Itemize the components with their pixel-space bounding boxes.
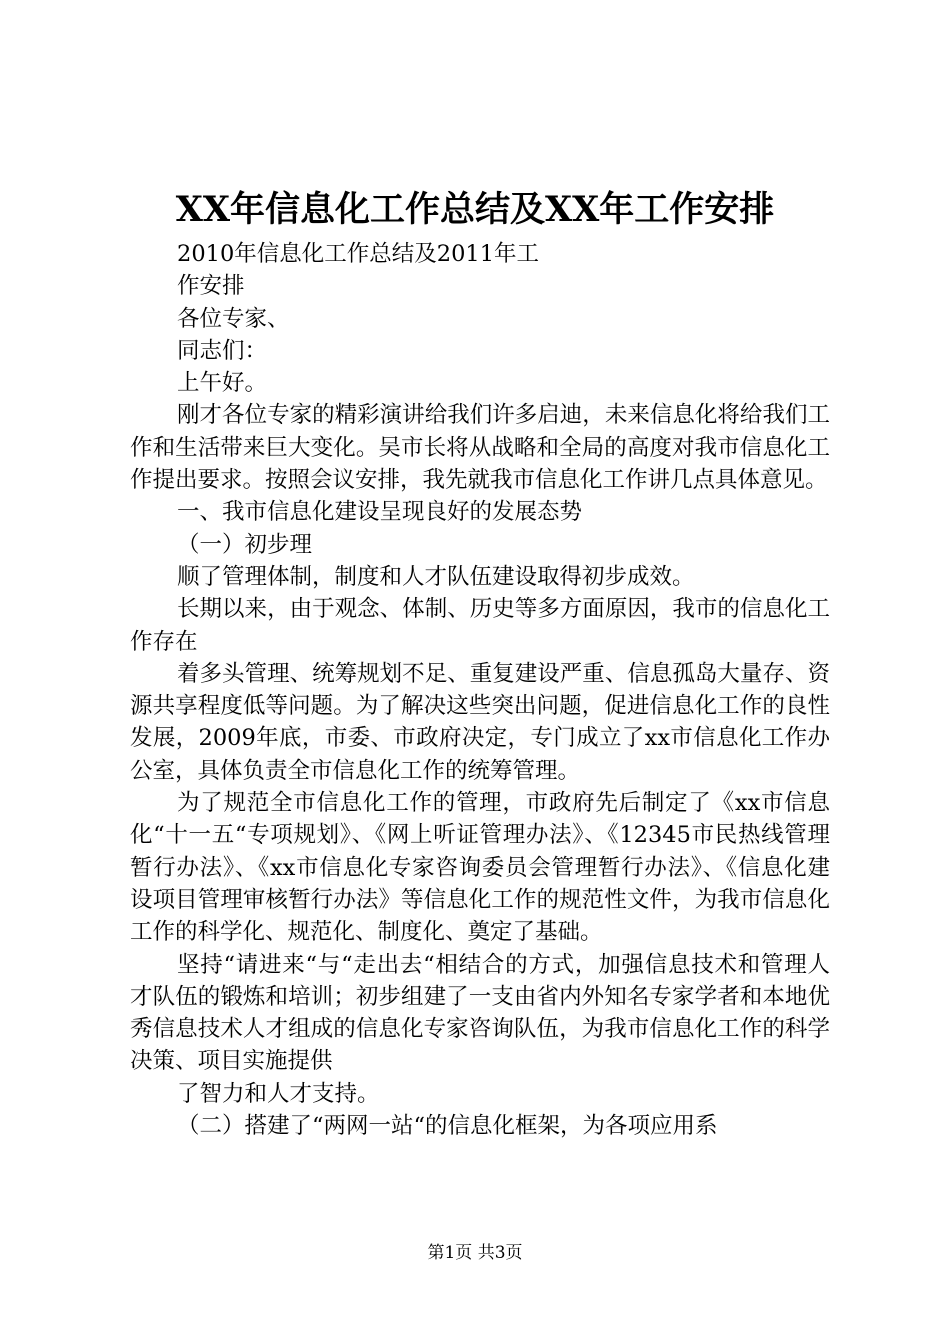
- paragraph: 2010年信息化工作总结及2011年工: [177, 241, 540, 267]
- document-title: XX年信息化工作总结及XX年工作安排: [175, 189, 775, 230]
- paragraph: （二）搭建了“两网一站“的信息化框架，为各项应用系: [177, 1113, 718, 1140]
- paragraph: 刚才各位专家的精彩演讲给我们许多启迪，未来信息化将给我们工作和生活带来巨大变化。吴市长将从战略和全局的高度对我市信息化工作提出要求。按照会议安排，我先就我市信息化工作讲几点具体意见。: [130, 402, 830, 494]
- paragraph: 一、我市信息化建设呈现良好的发展态势: [177, 499, 583, 526]
- paragraph: 上午好。: [177, 370, 268, 397]
- paragraph: 各位专家、: [177, 305, 290, 332]
- paragraph: 作安排: [177, 273, 245, 300]
- paragraph: 坚持“请进来“与“走出去“相结合的方式，加强信息技术和管理人才队伍的锻炼和培训；初步组建了一支由省内外知名专家学者和本地优秀信息技术人才组成的信息化专家咨询队伍，为我市信息化工作的科学决策、项目实施提供: [130, 951, 830, 1075]
- document-body: [130, 238, 830, 1142]
- paragraph: 为了规范全市信息化工作的管理，市政府先后制定了《xx市信息化“十一五“专项规划》、《网上听证管理办法》、《12345市民热线管理暂行办法》、《xx市信息化专家咨询委员会管理暂行办法》、《信息化建设项目管理审核暂行办法》等信息化工作的规范性文件，为我市信息化工作的科学化、规范化、制度化、奠定了基础。: [130, 790, 830, 946]
- paragraph: 了智力和人才支持。: [177, 1080, 380, 1107]
- paragraph: （一）初步理: [177, 531, 313, 558]
- paragraph: 同志们：: [177, 337, 268, 364]
- paragraph: 着多头管理、统筹规划不足、重复建设严重、信息孤岛大量存、资源共享程度低等问题。为了解决这些突出问题，促进信息化工作的良性发展，2009年底，市委、市政府决定，专门成立了xx市信息化工作办公室，具体负责全市信息化工作的统筹管理。: [130, 660, 830, 784]
- paragraph: 长期以来，由于观念、体制、历史等多方面原因，我市的信息化工作存在: [130, 596, 830, 655]
- paragraph: 顺了管理体制，制度和人才队伍建设取得初步成效。: [177, 563, 695, 590]
- page-footer: 第1页 共3页: [427, 1243, 523, 1263]
